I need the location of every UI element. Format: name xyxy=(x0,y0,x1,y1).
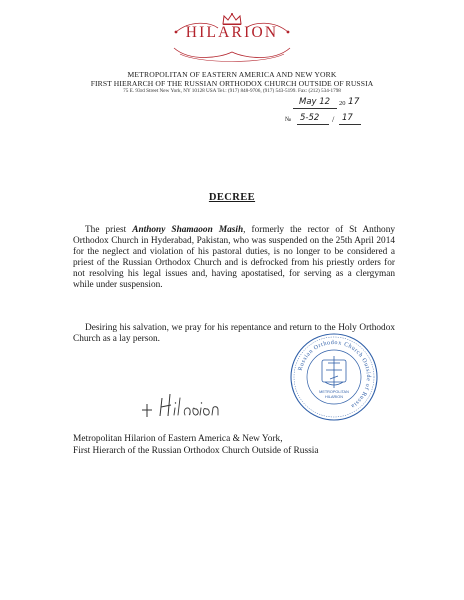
number-year-underline xyxy=(339,124,361,125)
decree-paragraph-2: Desiring his salvation, we pray for his repentance and return to the Holy Orthodox Church as a lay person. xyxy=(73,323,395,345)
seal-label-1: METROPOLITAN xyxy=(319,390,349,394)
paragraph-1-lead: The priest xyxy=(85,225,133,235)
number-value: 5-52 xyxy=(300,113,320,123)
reference-number-field xyxy=(285,113,385,127)
date-year-prefix: 20 xyxy=(339,100,346,107)
letterhead-title-line-2: FIRST HIERARCH OF THE RUSSIAN ORTHODOX CHURCH OUTSIDE OF RUSSIA xyxy=(90,79,374,88)
number-label: № xyxy=(285,116,292,123)
handwritten-signature xyxy=(138,386,288,422)
signatory-line-2: First Hierarch of the Russian Orthodox Church Outside of Russia xyxy=(73,446,319,456)
number-separator: / xyxy=(332,114,335,124)
official-seal xyxy=(289,332,379,422)
seal-emblem-icon xyxy=(322,356,346,388)
seal-ring-text: Russian Orthodox Church Outside of Russia xyxy=(297,339,372,409)
decree-paragraph-1 xyxy=(73,225,395,292)
number-underline xyxy=(297,124,329,125)
letterhead-brand: HILARION xyxy=(185,24,279,41)
date-year-handwritten: 17 xyxy=(348,97,360,107)
date-underline xyxy=(293,108,337,109)
seal-label-2: HILARION xyxy=(325,395,343,399)
date-handwritten: May 12 xyxy=(299,97,331,107)
paragraph-1-body: , formerly the rector of St Anthony Orthodox Church in Hyderabad, Pakistan, who was suspended on the 25th April 2014 for the neglect and violation of his pastoral duties, is no longer to be considered a priest of the Russian Orthodox Church and is defrocked from his priestly orders for not resolving his legal issues and, having apostatised, for serving as a clergyman while under suspension. xyxy=(73,225,395,291)
letterhead-address: 75 E. 93rd Street New York, NY 10128 USA Tel.: (917) 848-9706, (917) 543-5199. Fax: (212) 534-1798 xyxy=(123,88,341,94)
decree-title: DECREE xyxy=(208,192,256,203)
letterhead-title-line-1: METROPOLITAN OF EASTERN AMERICA AND NEW YORK xyxy=(127,70,337,79)
date-field xyxy=(293,97,383,111)
priest-name: Anthony Shamaoon Masih xyxy=(132,225,244,235)
number-year: 17 xyxy=(342,113,353,123)
signatory-line-1: Metropolitan Hilarion of Eastern America & New York, xyxy=(73,434,283,444)
